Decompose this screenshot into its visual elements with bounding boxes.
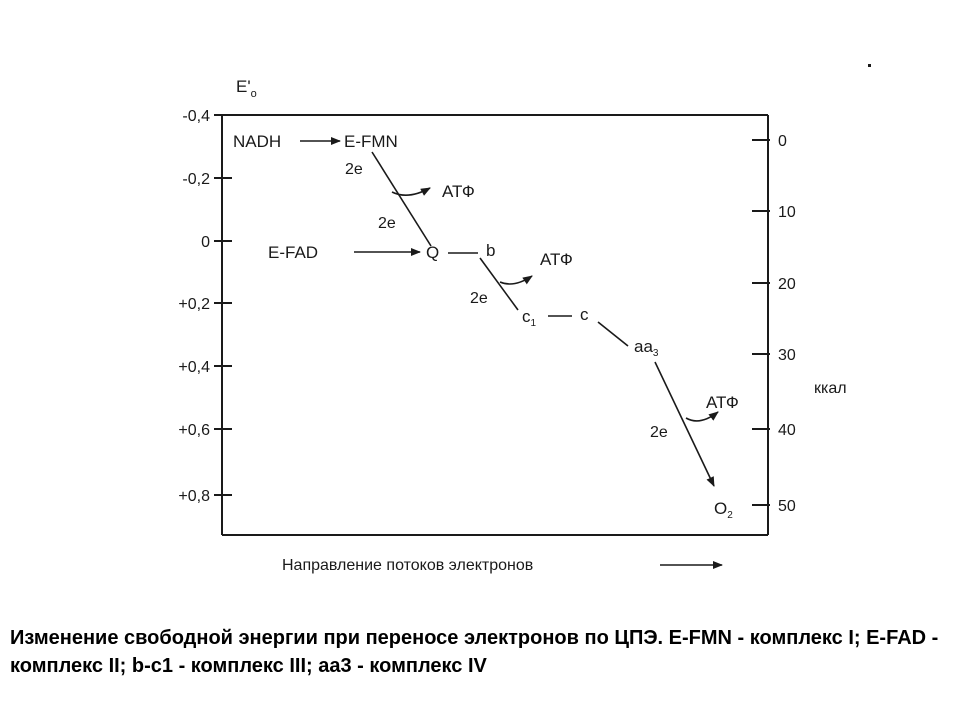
node-c1: $c_1$ [522,307,537,329]
right-tick-label: 50 [778,498,796,515]
node-nadh: NADH [233,132,282,151]
node-c: c [580,305,589,324]
left-tick-label: +0,6 [178,422,210,439]
node-b: b [486,241,496,260]
left-tick-label: +0,8 [178,488,210,505]
left-tick-label: +0,4 [178,359,210,376]
electron-label: 2e [378,215,396,232]
electron-label: 2e [345,161,363,178]
right-tick-label: 30 [778,347,796,364]
atp-branch-arrow [500,276,532,284]
left-axis-label: $E'_o$ [236,77,257,100]
node-q: Q [426,243,440,262]
right-tick-label: 20 [778,276,796,293]
left-tick-label: -0,4 [182,108,210,125]
atp-label: АТФ [706,393,739,412]
right-axis-label: ккал [814,380,847,397]
node-o2: $O_2$ [714,499,733,521]
electron-flow-direction-label: Направление потоков электронов [282,557,534,574]
atp-label: АТФ [540,250,573,269]
left-tick-label: +0,2 [178,296,210,313]
node-efmn: E-FMN [344,132,398,151]
left-tick-label: 0 [201,234,210,251]
left-axis-ticks [178,108,232,505]
electron-label: 2e [650,424,668,441]
link-c-to-aa3 [598,322,628,346]
atp-branch-arrow [686,412,718,421]
node-aa3: $aa_3$ [634,337,659,359]
right-axis-ticks [752,133,796,515]
left-axis-label-sub: o [250,88,257,100]
right-tick-label: 40 [778,422,796,439]
corner-mark [868,64,871,67]
right-tick-label: 0 [778,133,787,150]
electron-label: 2e [470,290,488,307]
node-efad: E-FAD [268,243,319,262]
right-tick-label: 10 [778,204,796,221]
atp-label: АТФ [442,182,475,201]
left-tick-label: -0,2 [182,171,210,188]
figure-caption: Изменение свободной энергии при переносе электронов по ЦПЭ. E-FMN - комплекс I; E-FAD - комплекс II; b-c1 - комплекс III; aa3 - комплекс IV [10,627,939,677]
